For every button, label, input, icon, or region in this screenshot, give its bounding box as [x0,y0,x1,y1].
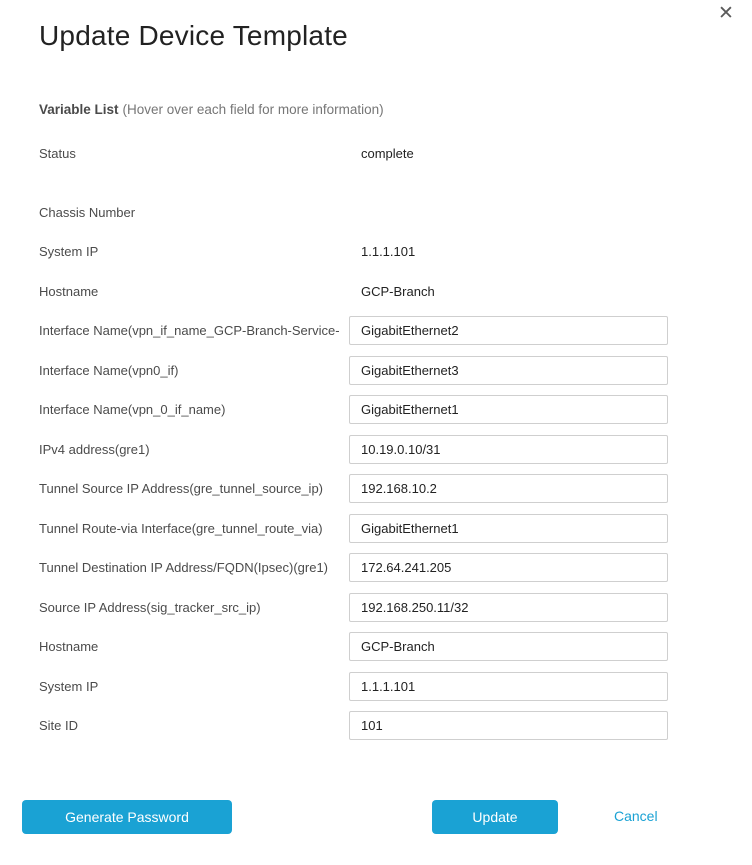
chassis-number-label: Chassis Number [39,204,136,220]
cancel-button[interactable]: Cancel [614,808,658,824]
table-row [39,706,668,746]
table-row [39,390,668,430]
system-ip-label: System IP [39,244,99,260]
system-ip-field[interactable] [349,672,668,701]
generate-password-button[interactable]: Generate Password [22,800,232,834]
table-row [39,430,668,470]
source-ip-address-label: Source IP Address(sig_tracker_src_ip) [39,599,261,615]
table-row [39,667,668,707]
status-label: Status [39,146,76,162]
status-value: complete [361,146,414,162]
system-ip-input-label: System IP [39,678,99,694]
table-row [39,627,668,667]
close-icon[interactable]: ✕ [718,3,734,24]
table-row [39,548,668,588]
hostname-label: Hostname [39,283,99,299]
table-row [39,134,668,174]
source-ip-address-field[interactable] [349,593,668,622]
table-row [39,272,668,312]
variable-list-heading [39,102,384,117]
hostname-input-label: Hostname [39,639,99,655]
interface-name-vpn0-if-field[interactable] [349,356,668,385]
interface-name-service-field[interactable] [349,316,668,345]
ipv4-address-gre1-field[interactable] [349,435,668,464]
variable-list-hint: (Hover over each field for more information) [122,102,384,117]
table-row [39,351,668,391]
variable-list-label: Variable List [39,102,119,117]
table-row [39,588,668,628]
update-button[interactable]: Update [432,800,558,834]
tunnel-destination-ip-label: Tunnel Destination IP Address/FQDN(Ipsec)(gre1) [39,560,329,576]
interface-name-service-label: Interface Name(vpn_if_name_GCP-Branch-Service- [39,323,340,339]
site-id-field[interactable] [349,711,668,740]
tunnel-source-ip-field[interactable] [349,474,668,503]
system-ip-value: 1.1.1.101 [361,244,416,260]
site-id-label: Site ID [39,718,79,734]
hostname-value: GCP-Branch [361,283,435,299]
interface-name-vpn-0-if-name-field[interactable] [349,395,668,424]
tunnel-route-via-field[interactable] [349,514,668,543]
table-row [39,509,668,549]
page-title: Update Device Template [39,20,348,51]
ipv4-address-gre1-label: IPv4 address(gre1) [39,441,150,457]
modal-footer [0,800,752,834]
table-row [39,311,668,351]
tunnel-destination-ip-field[interactable] [349,553,668,582]
variable-list-form [39,134,668,746]
table-row [39,193,668,233]
interface-name-vpn0-if-label: Interface Name(vpn0_if) [39,362,179,378]
interface-name-vpn-0-if-name-label: Interface Name(vpn_0_if_name) [39,402,226,418]
table-row [39,469,668,509]
tunnel-route-via-label: Tunnel Route-via Interface(gre_tunnel_route_via) [39,520,323,536]
table-row [39,232,668,272]
tunnel-source-ip-label: Tunnel Source IP Address(gre_tunnel_source_ip) [39,481,324,497]
hostname-field[interactable] [349,632,668,661]
